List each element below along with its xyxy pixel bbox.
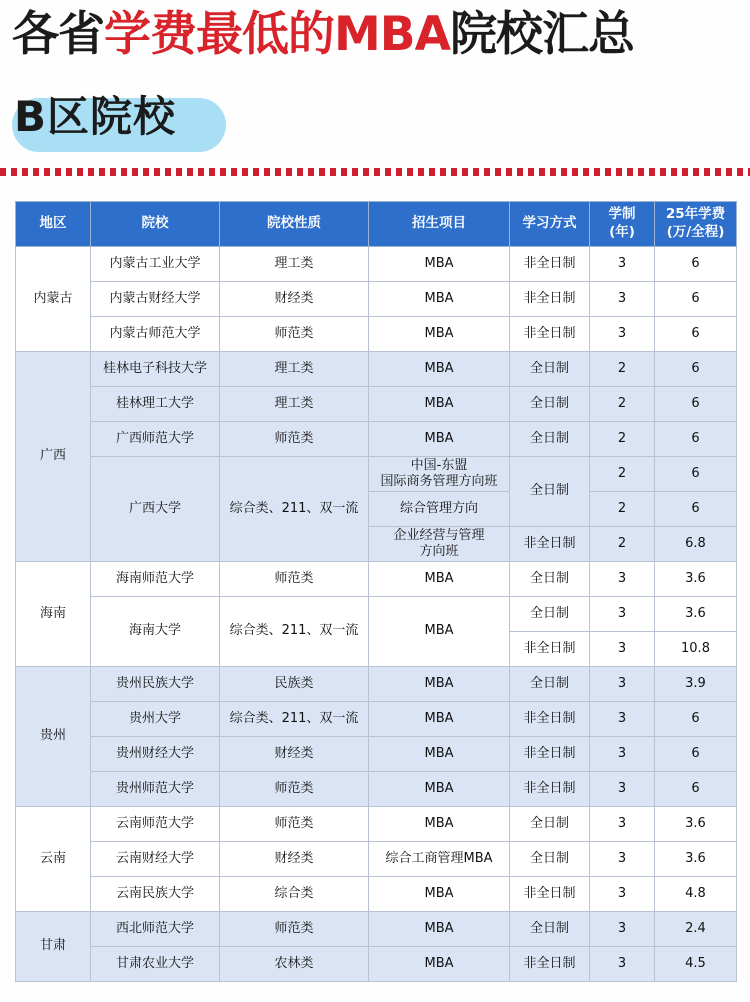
nature-cell: 综合类、211、双一流 [220, 457, 369, 562]
table-row [16, 807, 737, 842]
mode-cell: 非全日制 [510, 877, 590, 912]
program-cell: MBA [369, 387, 510, 422]
table-row [16, 772, 737, 807]
region-cell: 海南 [16, 562, 91, 667]
program-cell: MBA [369, 702, 510, 737]
program-line2: 方向班 [419, 544, 459, 559]
mode-cell: 全日制 [510, 807, 590, 842]
mode-cell: 非全日制 [510, 317, 590, 352]
nature-cell: 师范类 [220, 807, 369, 842]
school-cell: 海南师范大学 [91, 562, 220, 597]
mode-cell: 全日制 [510, 562, 590, 597]
fee-cell: 6 [655, 737, 737, 772]
table-row [16, 247, 737, 282]
region-cell: 内蒙古 [16, 247, 91, 352]
years-cell: 3 [590, 632, 655, 667]
mode-cell: 全日制 [510, 667, 590, 702]
nature-cell: 综合类、211、双一流 [220, 597, 369, 667]
school-cell: 云南民族大学 [91, 877, 220, 912]
program-cell: MBA [369, 562, 510, 597]
mode-cell: 全日制 [510, 842, 590, 877]
program-line2: 国际商务管理方向班 [380, 474, 498, 489]
fee-cell: 6 [655, 422, 737, 457]
table-row [16, 317, 737, 352]
table-row [16, 737, 737, 772]
nature-cell: 综合类、211、双一流 [220, 702, 369, 737]
fee-cell: 6 [655, 282, 737, 317]
fee-cell: 6 [655, 317, 737, 352]
program-cell: MBA [369, 667, 510, 702]
fee-cell: 4.8 [655, 877, 737, 912]
program-cell [369, 527, 510, 562]
years-cell: 3 [590, 317, 655, 352]
mode-cell: 非全日制 [510, 247, 590, 282]
nature-cell: 师范类 [220, 772, 369, 807]
fee-cell: 2.4 [655, 912, 737, 947]
header-fee-line1: 25年学费 [665, 206, 726, 223]
title-part-2: 院校汇总 [449, 7, 634, 62]
header-years-line2: (年) [609, 224, 635, 240]
region-cell: 云南 [16, 807, 91, 912]
fee-cell: 6 [655, 247, 737, 282]
years-cell: 3 [590, 877, 655, 912]
nature-cell: 师范类 [220, 422, 369, 457]
subtitle-text: B区院校 [14, 92, 177, 141]
school-cell: 桂林电子科技大学 [91, 352, 220, 387]
program-cell: MBA [369, 422, 510, 457]
header-years-line1: 学制 [608, 206, 636, 223]
header-nature: 院校性质 [220, 202, 369, 247]
table-row [16, 947, 737, 982]
mode-cell: 全日制 [510, 387, 590, 422]
nature-cell: 师范类 [220, 317, 369, 352]
school-cell: 贵州财经大学 [91, 737, 220, 772]
header-program: 招生项目 [369, 202, 510, 247]
program-line1: 中国-东盟 [410, 457, 468, 473]
years-cell: 3 [590, 247, 655, 282]
region-cell: 广西 [16, 352, 91, 562]
nature-cell: 师范类 [220, 912, 369, 947]
nature-cell: 财经类 [220, 282, 369, 317]
header-years [590, 202, 655, 247]
table-row [16, 562, 737, 597]
years-cell: 2 [590, 492, 655, 527]
school-cell: 内蒙古财经大学 [91, 282, 220, 317]
program-cell: MBA [369, 737, 510, 772]
fee-cell: 3.6 [655, 807, 737, 842]
school-cell: 广西师范大学 [91, 422, 220, 457]
mode-cell: 非全日制 [510, 282, 590, 317]
program-cell: MBA [369, 247, 510, 282]
title-part-1: 各省 [12, 7, 104, 62]
fee-cell: 6.8 [655, 527, 737, 562]
fee-cell: 6 [655, 352, 737, 387]
school-cell: 桂林理工大学 [91, 387, 220, 422]
program-cell: MBA [369, 947, 510, 982]
fee-cell: 6 [655, 772, 737, 807]
program-cell: 综合工商管理MBA [369, 842, 510, 877]
school-cell: 云南财经大学 [91, 842, 220, 877]
table-row [16, 282, 737, 317]
school-cell: 西北师范大学 [91, 912, 220, 947]
nature-cell: 综合类 [220, 877, 369, 912]
program-cell: MBA [369, 317, 510, 352]
years-cell: 3 [590, 912, 655, 947]
school-cell: 贵州民族大学 [91, 667, 220, 702]
nature-cell: 财经类 [220, 737, 369, 772]
program-line1: 企业经营与管理 [393, 527, 485, 543]
fee-cell: 6 [655, 492, 737, 527]
nature-cell: 农林类 [220, 947, 369, 982]
years-cell: 3 [590, 772, 655, 807]
nature-cell: 理工类 [220, 387, 369, 422]
mode-cell: 全日制 [510, 422, 590, 457]
years-cell: 3 [590, 667, 655, 702]
program-cell: 综合管理方向 [369, 492, 510, 527]
program-cell: MBA [369, 877, 510, 912]
mode-cell: 全日制 [510, 597, 590, 632]
fee-cell: 3.6 [655, 597, 737, 632]
table-row [16, 842, 737, 877]
years-cell: 3 [590, 282, 655, 317]
header-fee-line2: (万/全程) [666, 224, 725, 240]
years-cell: 2 [590, 457, 655, 492]
nature-cell: 民族类 [220, 667, 369, 702]
fee-cell: 6 [655, 702, 737, 737]
years-cell: 2 [590, 352, 655, 387]
school-cell: 贵州师范大学 [91, 772, 220, 807]
years-cell: 2 [590, 422, 655, 457]
mode-cell: 全日制 [510, 912, 590, 947]
table-row [16, 457, 737, 492]
header-school: 院校 [91, 202, 220, 247]
title-highlight: 学费最低的MBA [104, 7, 450, 62]
years-cell: 3 [590, 737, 655, 772]
fee-cell: 3.9 [655, 667, 737, 702]
page-title [12, 8, 634, 62]
table-row [16, 352, 737, 387]
region-cell: 贵州 [16, 667, 91, 807]
table-row [16, 667, 737, 702]
program-cell: MBA [369, 597, 510, 667]
school-cell: 内蒙古师范大学 [91, 317, 220, 352]
table-row [16, 877, 737, 912]
table-row [16, 422, 737, 457]
header-fee [655, 202, 737, 247]
school-cell: 云南师范大学 [91, 807, 220, 842]
nature-cell: 师范类 [220, 562, 369, 597]
nature-cell: 理工类 [220, 352, 369, 387]
program-cell: MBA [369, 352, 510, 387]
mode-cell: 非全日制 [510, 737, 590, 772]
years-cell: 3 [590, 702, 655, 737]
table-row [16, 912, 737, 947]
program-cell: MBA [369, 282, 510, 317]
mode-cell: 非全日制 [510, 632, 590, 667]
mode-cell: 全日制 [510, 352, 590, 387]
mode-cell: 非全日制 [510, 947, 590, 982]
header-mode: 学习方式 [510, 202, 590, 247]
fee-cell: 6 [655, 457, 737, 492]
school-cell: 贵州大学 [91, 702, 220, 737]
mode-cell: 全日制 [510, 457, 590, 527]
years-cell: 3 [590, 842, 655, 877]
fee-cell: 3.6 [655, 562, 737, 597]
mode-cell: 非全日制 [510, 527, 590, 562]
mode-cell: 非全日制 [510, 772, 590, 807]
nature-cell: 财经类 [220, 842, 369, 877]
years-cell: 3 [590, 947, 655, 982]
fee-cell: 6 [655, 387, 737, 422]
region-cell: 甘肃 [16, 912, 91, 982]
table-header-row [16, 202, 737, 247]
program-cell: MBA [369, 772, 510, 807]
nature-cell: 理工类 [220, 247, 369, 282]
program-cell: MBA [369, 807, 510, 842]
years-cell: 3 [590, 562, 655, 597]
table-row [16, 702, 737, 737]
program-cell [369, 457, 510, 492]
school-table [15, 201, 737, 982]
dotted-divider [0, 168, 750, 176]
school-cell: 广西大学 [91, 457, 220, 562]
header-region: 地区 [16, 202, 91, 247]
fee-cell: 10.8 [655, 632, 737, 667]
program-cell: MBA [369, 912, 510, 947]
school-cell: 内蒙古工业大学 [91, 247, 220, 282]
table-row [16, 597, 737, 632]
years-cell: 2 [590, 387, 655, 422]
fee-cell: 3.6 [655, 842, 737, 877]
mode-cell: 非全日制 [510, 702, 590, 737]
school-cell: 海南大学 [91, 597, 220, 667]
years-cell: 3 [590, 597, 655, 632]
fee-cell: 4.5 [655, 947, 737, 982]
school-cell: 甘肃农业大学 [91, 947, 220, 982]
subtitle [14, 92, 176, 142]
years-cell: 2 [590, 527, 655, 562]
years-cell: 3 [590, 807, 655, 842]
table-row [16, 387, 737, 422]
